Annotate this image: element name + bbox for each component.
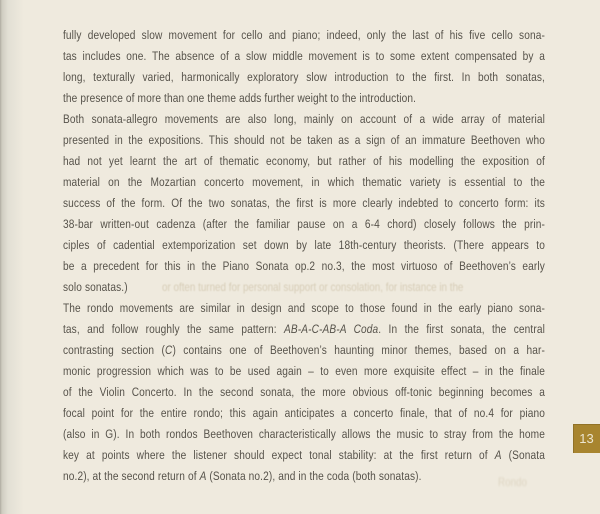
text-line bbox=[63, 361, 545, 382]
text-block bbox=[63, 25, 545, 487]
paragraph bbox=[63, 109, 545, 298]
text-line bbox=[63, 67, 545, 88]
italic-text-segment: AB-A-C-AB-A Coda bbox=[284, 322, 379, 336]
page-gutter-shadow bbox=[0, 0, 24, 514]
text-line bbox=[63, 277, 545, 298]
text-line bbox=[63, 319, 545, 340]
text-segment: of the Violin Concerto. In the second sonata, the more obvious off-tonic beginning becomes a bbox=[63, 385, 545, 399]
text-segment: 38-bar written-out cadenza (after the familiar pause on a 6-4 chord) closely follows the prin- bbox=[63, 217, 545, 231]
text-segment: The rondo movements are similar in design and scope to those found in the early piano sona- bbox=[63, 301, 545, 315]
text-segment: presented in the expositions. This should not be taken as a sign of an immature Beethoven who bbox=[63, 133, 545, 147]
italic-text-segment: C bbox=[165, 343, 173, 357]
text-segment: ciples of cadential extemporization set down by late 18th-century theorists. (There appears to bbox=[63, 238, 545, 252]
text-segment: material on the Mozartian concerto movement, in which thematic variety is essential to the bbox=[63, 175, 545, 189]
text-segment: success of the form. Of the two sonatas, the first is more clearly indebted to concerto form: its bbox=[63, 196, 545, 210]
text-line bbox=[63, 151, 545, 172]
text-segment: tas, and follow roughly the same pattern: bbox=[63, 322, 285, 336]
text-line bbox=[63, 403, 545, 424]
text-segment: tas includes one. The absence of a slow middle movement is to some extent compensated by a bbox=[63, 49, 545, 63]
text-segment: be a precedent for this in the Piano Sonata op.2 no.3, the most virtuoso of Beethoven’s early bbox=[63, 259, 545, 273]
text-segment: focal point for the entire rondo; this again anticipates a concerto finale, that of no.4 for piano bbox=[63, 406, 545, 420]
text-segment: . In the first sonata, the central bbox=[378, 322, 545, 336]
text-segment: Both sonata-allegro movements are also long, mainly on account of a wide array of material bbox=[63, 112, 545, 126]
text-segment: long, texturally varied, harmonically exploratory slow introduction to the first. In both sonatas, bbox=[63, 70, 545, 84]
text-segment: (Sonata bbox=[501, 448, 545, 462]
text-line bbox=[63, 382, 545, 403]
text-line bbox=[63, 130, 545, 151]
text-segment: solo sonatas.) bbox=[63, 280, 128, 294]
text-segment: no.2), at the second return of bbox=[63, 469, 200, 483]
paragraph bbox=[63, 25, 545, 109]
text-line bbox=[63, 46, 545, 67]
page-number-badge bbox=[573, 424, 600, 453]
text-line bbox=[63, 109, 545, 130]
text-line bbox=[63, 256, 545, 277]
text-line bbox=[63, 88, 545, 109]
italic-text-segment: A bbox=[199, 469, 207, 483]
ghost-text-bleedthrough: Rondo bbox=[498, 475, 528, 489]
text-line bbox=[63, 172, 545, 193]
text-segment: monic progression which was to be used again – to even more exquisite effect – in the finale bbox=[63, 364, 545, 378]
text-segment: contrasting section ( bbox=[63, 343, 166, 357]
page-number: 13 bbox=[579, 431, 594, 446]
text-line bbox=[63, 445, 545, 466]
text-segment: the presence of more than one theme adds further weight to the introduction. bbox=[63, 91, 417, 105]
text-line bbox=[63, 235, 545, 256]
text-line bbox=[63, 298, 545, 319]
text-line bbox=[63, 25, 545, 46]
italic-text-segment: A bbox=[494, 448, 502, 462]
text-line bbox=[63, 214, 545, 235]
paragraph bbox=[63, 298, 545, 487]
text-segment: ) contains one of Beethoven’s haunting minor themes, based on a har- bbox=[172, 343, 545, 357]
text-segment: had not yet learnt the art of thematic economy, but rather of his modelling the exposition of bbox=[63, 154, 545, 168]
text-line bbox=[63, 466, 545, 487]
text-segment: fully developed slow movement for cello and piano; indeed, only the last of his five cello sona- bbox=[63, 28, 545, 42]
ghost-text-bleedthrough: or often turned for personal support or consolation, for instance in the bbox=[162, 280, 464, 294]
text-line bbox=[63, 424, 545, 445]
text-line bbox=[63, 193, 545, 214]
text-segment: (also in G). In both rondos Beethoven characteristically allows the music to stray from the home bbox=[63, 427, 545, 441]
text-segment: key at points where the listener should expect tonal stability: at the first return of bbox=[63, 448, 495, 462]
text-segment: (Sonata no.2), and in the coda (both sonatas). bbox=[206, 469, 422, 483]
text-line bbox=[63, 340, 545, 361]
